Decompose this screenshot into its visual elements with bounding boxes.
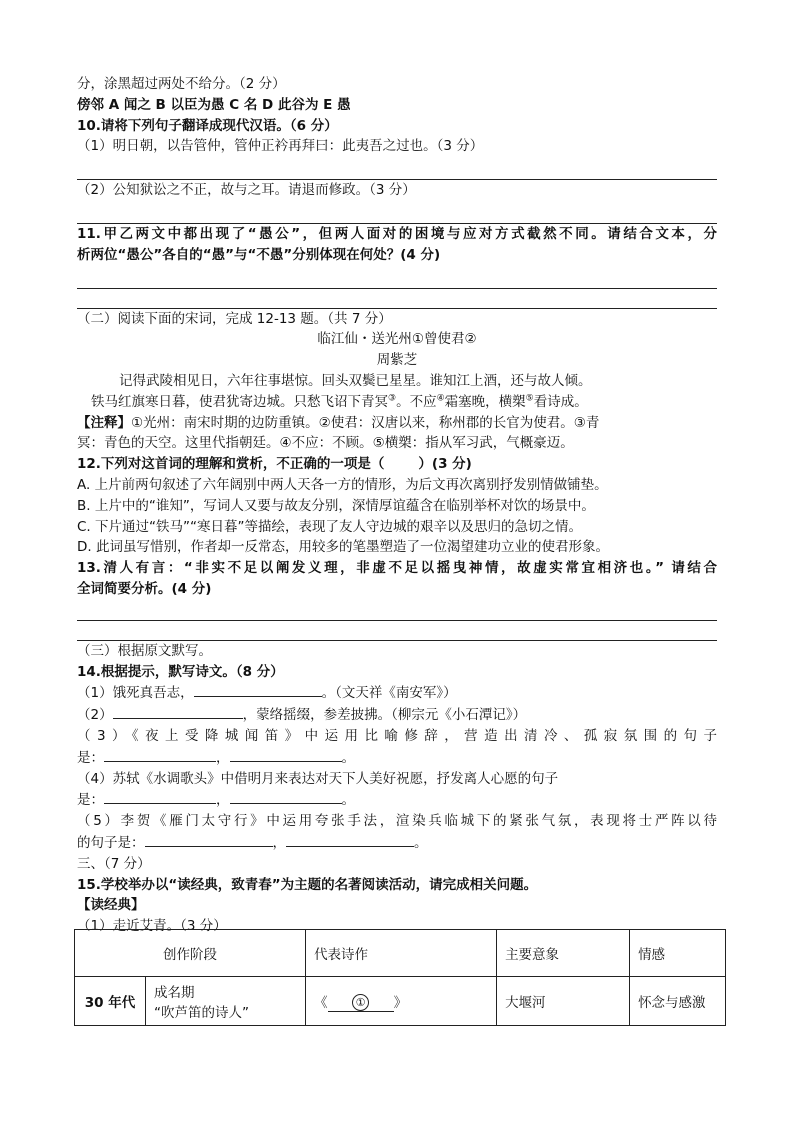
notes-line-1 [77, 413, 717, 434]
fill-blank[interactable] [113, 704, 243, 719]
notes-line-2 [77, 433, 717, 454]
poem-text: 。不应 [396, 393, 437, 410]
option-d: D. 此词虽写惜别，作者却一反常态，用较多的笔墨塑造了一位渴望建功立业的使君形象。 [77, 539, 609, 556]
table-header-row [75, 930, 726, 977]
fill-blank[interactable] [145, 832, 273, 847]
question-10-1: （1）明日朝，以告管仲，管仲正衿再拜曰：此夷吾之过也。（3 分） [77, 138, 484, 155]
note-marker: ⑤ [525, 393, 534, 404]
question-13-line-2: 全词简要分析。(4 分) [77, 580, 212, 597]
question-11-line-1: 11.甲乙两文中都出现了“愚公”，但两人面对的困境与应对方式截然不同。请结合文本，分 [77, 225, 717, 242]
q14-1-prompt: （1）饿死真吾志， [77, 685, 194, 702]
option-a: A. 上片前两句叙述了六年阔别中两人天各一方的情形，为后文再次离别抒发别情做铺垫。 [77, 476, 608, 493]
question-14-4-line-1: （4）苏轼《水调歌头》中借明月来表达对天下人美好祝愿，抒发离人心愿的句子 [77, 770, 559, 787]
text-line: 分，涂黑超过两处不给分。（2 分） [77, 76, 286, 92]
note-text: 使君：汉唐以来，称州郡的长官为使君。 [330, 414, 574, 431]
note-text: 不应：不顾。 [291, 435, 373, 452]
comma: ， [272, 834, 286, 851]
note-marker: ④ [436, 393, 445, 404]
question-14-5-line-2 [77, 832, 717, 854]
note-text: 光州：南宋时期的边防重镇。 [143, 414, 319, 431]
question-12-score: ）(3 分) [418, 456, 472, 473]
q14-5-label: 的句子是： [77, 834, 145, 851]
period: 。 [341, 792, 355, 809]
question-12-text: 12.下列对这首词的理解和赏析，不正确的一项是（ [77, 456, 385, 473]
poem-text: 看诗成。 [533, 393, 588, 410]
table-row [75, 977, 726, 1026]
note-number: ① [131, 414, 144, 431]
fill-blank[interactable] [230, 747, 342, 762]
fill-blank[interactable] [286, 832, 414, 847]
q14-3-label: 是： [77, 749, 104, 766]
aiqing-table [74, 929, 726, 1026]
note-number: ⑤ [372, 435, 385, 452]
poem-title: 临江仙・送光州①曾使君② [317, 331, 477, 348]
stage-name: 成名期 [154, 985, 195, 1001]
note-number: ④ [279, 435, 292, 452]
part-three-heading: 三、（7 分） [77, 855, 151, 872]
question-14: 14.根据提示，默写诗文。（8 分） [77, 663, 284, 680]
q14-1-source: 。（文天祥《南安军》） [321, 685, 457, 702]
question-14-4-line-2 [77, 789, 717, 811]
emotion-cell: 怀念与感激 [630, 977, 726, 1026]
fill-blank[interactable] [104, 747, 216, 762]
note-text: 冥：青色的天空。这里代指朝廷。 [77, 435, 280, 452]
question-14-2 [77, 704, 717, 726]
question-10: 10.请将下列句子翻译成现代汉语。（6 分） [77, 117, 338, 134]
image-cell: 大堰河 [497, 977, 630, 1026]
era-cell: 30 年代 [75, 977, 146, 1026]
stage-nickname: “吹芦笛的诗人” [154, 1005, 249, 1021]
question-14-3-line-1: （3）《夜上受降城闻笛》中运用比喻修辞，营造出清冷、孤寂氛围的句子 [77, 727, 717, 744]
poem-line-2 [77, 392, 717, 413]
period: 。 [341, 749, 355, 766]
notes-label: 【注释】 [77, 414, 131, 431]
note-number: ③ [573, 414, 586, 431]
q14-2-prompt: （2） [77, 707, 113, 724]
table-header: 情感 [630, 930, 726, 977]
poem-text: 铁马红旗寒日暮，使君犹寄边城。只愁飞诏下青冥 [91, 393, 388, 410]
note-number: ② [318, 414, 331, 431]
table-header: 代表诗作 [306, 930, 497, 977]
question-14-1 [77, 682, 717, 704]
poem-author: 周紫芝 [376, 352, 418, 369]
poem-blank[interactable] [328, 994, 394, 1012]
q14-2-source: ，蒙络摇缀，参差披拂。（柳宗元《小石潭记》） [242, 707, 527, 724]
fill-blank[interactable] [230, 789, 342, 804]
note-marker: ③ [388, 393, 397, 404]
fill-blank[interactable] [194, 682, 322, 697]
question-14-5-line-1: （5）李贺《雁门太守行》中运用夸张手法，渲染兵临城下的紧张气氛，表现将士严阵以待 [77, 813, 717, 830]
note-text: 青 [585, 414, 600, 431]
question-12 [77, 454, 717, 475]
fill-blank[interactable] [104, 789, 216, 804]
table-header: 创作阶段 [75, 930, 306, 977]
poem-close-bracket: 》 [393, 994, 408, 1011]
table-header: 主要意象 [497, 930, 630, 977]
question-10-2: （2）公知狱讼之不正，故与之耳。请退而修政。（3 分） [77, 182, 416, 199]
question-13-line-1: 13.清人有言：“非实不足以阐发义理，非虚不足以摇曳神情，故虚实常宜相济也。” 请结合 [77, 560, 717, 577]
poem-open-bracket: 《 [314, 994, 328, 1011]
blank-number: ① [352, 994, 369, 1011]
section-3-heading: （三）根据原文默写。 [77, 642, 212, 659]
stage-cell [146, 977, 306, 1026]
question-15-1: （1）走近艾青。（3 分） [77, 918, 227, 935]
option-b: B. 上片中的“谁知”，写词人又要与故友分别，深情厚谊蕴含在临别举杯对饮的场景中。 [77, 497, 595, 514]
poem-line-1: 记得武陵相见日，六年往事堪惊。回头双鬓已星星。谁知江上酒，还与故人倾。 [119, 372, 592, 389]
poem-cell [306, 977, 497, 1026]
period: 。 [414, 834, 428, 851]
text-line: 傍邻 A 闻之 B 以臣为愚 C 名 D 此谷为 E 愚 [77, 96, 351, 113]
read-classics-label: 【读经典】 [77, 897, 145, 914]
exam-page [77, 74, 717, 937]
question-11-line-2: 析两位“愚公”各自的“愚”与“不愚”分别体现在何处？(4 分) [77, 246, 441, 263]
note-text: 横槊：指从军习武，气概豪迈。 [384, 435, 574, 452]
comma: ， [216, 749, 230, 766]
comma: ， [216, 792, 230, 809]
q14-4-label: 是： [77, 792, 104, 809]
option-c: C. 下片通过“铁马”“寒日暮”等描绘，表现了友人守边城的艰辛以及思归的急切之情。 [77, 518, 582, 535]
poem-text: 霜塞晚，横槊 [444, 393, 526, 410]
question-15: 15.学校举办以“读经典，致青春”为主题的名著阅读活动，请完成相关问题。 [77, 876, 538, 893]
section-2-heading: （二）阅读下面的宋词，完成 12-13 题。（共 7 分） [77, 310, 392, 327]
question-14-3-line-2 [77, 747, 717, 769]
